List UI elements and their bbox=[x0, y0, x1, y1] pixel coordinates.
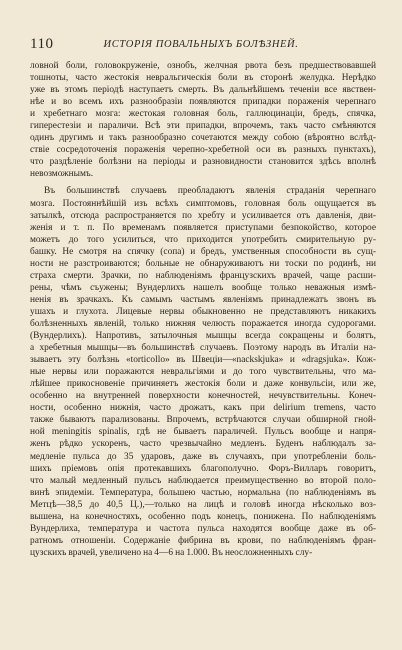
text-line: тошноты, часто жестокія невральгическія боли въ сторонѣ желудка. Нерѣдко bbox=[30, 73, 376, 84]
text-line: шихъ пріемовъ опія протекавшихъ благополучно. Форъ-Вилларъ говоритъ, bbox=[30, 463, 376, 474]
text-line: страха смерти. Зрачки, по наблюденіямъ французскихъ врачей, чаще расши- bbox=[30, 270, 376, 281]
text-line: уже въ этомъ періодѣ наступаетъ смерть. Въ дальнѣйшемъ теченіи все явствен- bbox=[30, 85, 376, 96]
text-line: что раздѣленіе болѣзни на періоды и разновидности становится здѣсь вполнѣ bbox=[30, 157, 376, 168]
text-line: винѣ эпидеміи. Температура, большею частью, нормальна (по наблюденіямъ въ bbox=[30, 487, 376, 498]
text-line: Въ большинствѣ случаевъ преобладаютъ явленія страданія черепнаго bbox=[44, 186, 376, 197]
text-line: невозможнымъ. bbox=[30, 169, 94, 180]
text-line: рены, чѣмъ съужены; Вундерлихъ нашелъ вообще только неважныя измѣ- bbox=[30, 282, 376, 293]
text-line: вышена, на конечностяхъ, особенно подъ конецъ, понижена. По наблюденіямъ bbox=[30, 511, 376, 522]
body-text bbox=[30, 60, 376, 559]
text-line: (Вундерлихъ). Напротивъ, затылочныя мышцы всегда сокращены и болятъ, bbox=[30, 331, 376, 342]
text-line: ратномъ отношеніи. Содержаніе фибрина въ крови, по наблюденіямъ фран- bbox=[30, 535, 376, 546]
text-line: особенно на внутренней поверхности конечностей, нечувствительны. Конеч- bbox=[30, 391, 376, 402]
text-line: башку. Не смотря на спячку (сопа) и бредъ, умственныя способности въ сущ- bbox=[30, 246, 376, 257]
text-line: затылкѣ, отсюда распространяется по хребту и усиливается отъ давленія, дви- bbox=[30, 210, 376, 221]
text-line: ушахъ и глухота. Лицевые нервы обыкновенно не представляютъ никакихъ bbox=[30, 306, 376, 317]
text-line: ненія въ зрачкахъ. Къ самымъ частымъ явленіямъ принадлежатъ звонъ въ bbox=[30, 294, 376, 305]
text-line: Метцѣ—38,5 до 40,5 Ц.),—только на лицѣ и головѣ иногда нѣсколько воз- bbox=[30, 499, 376, 510]
text-line: ловной боли, головокруженіе, ознобъ, желчная рвота безъ предшествовавшей bbox=[30, 61, 376, 71]
text-line: Вундерлиха, температура и частота пульса находятся вообще даже въ об- bbox=[30, 523, 376, 534]
page-number: 110 bbox=[30, 36, 54, 52]
text-line: женъ рѣдко ускоренъ, часто чрезвычайно медленъ. Буденъ наблюдалъ за- bbox=[30, 439, 376, 450]
text-line: медленіе пульса до 35 ударовъ, даже въ случаяхъ, при употребленіи боль- bbox=[30, 451, 376, 462]
paragraph bbox=[30, 60, 376, 180]
text-line: а хребетныя мышцы—въ большинствѣ случаевъ. Поэтому народъ въ Италіи на- bbox=[30, 343, 376, 354]
page-header bbox=[30, 36, 372, 54]
text-line: ности не разстроиваются; больные не обнаруживаютъ ни тоски по родинѣ, ни bbox=[30, 258, 376, 269]
text-line: ности, особенно нижнія, часто дрожатъ, какъ при delirium tremens, часто bbox=[30, 403, 376, 414]
text-line: ные нервы или поражаются невральгіями и до того чувствительны, что ма- bbox=[30, 367, 376, 378]
text-line: болѣзненныхъ явленій, только нижняя челюсть поражается иногда судорогами. bbox=[30, 318, 376, 329]
text-line: и хребетнаго мозга: жестокая головная боль, галлюцинаціи, бредъ, спячка, bbox=[30, 109, 376, 120]
running-title: ИСТОРІЯ ПОВАЛЬНЫХЪ БОЛѢЗНЕЙ. bbox=[103, 39, 299, 50]
text-line: цузскихъ врачей, увеличено на 4—6 на 1.000. Въ неосложненныхъ слу- bbox=[30, 547, 313, 558]
text-line: что малый медленный пульсъ наблюдается преимущественно во второй поло- bbox=[30, 475, 376, 486]
text-line: нѣе и во всемъ ихъ разнообразіи появляются припадки пораженія черепнаго bbox=[30, 97, 376, 108]
text-line: зываетъ эту болѣзнь «torticollo» въ Швеціи—«nackskjuka» и «dragsjuka». Кож- bbox=[30, 355, 376, 366]
text-line: одинъ другимъ и такъ разнообразно сочетаются между собою (вѣроятно вслѣд- bbox=[30, 133, 376, 144]
text-line: можетъ до того усилиться, что приходится употребить смирительную ру- bbox=[30, 234, 376, 245]
text-line: также бываютъ парализованы. Впрочемъ, встрѣчаются случаи обширной гной- bbox=[30, 415, 376, 426]
text-line: мозга. Постояннѣйшій изъ всѣхъ симптомовъ, головная боль ощущается въ bbox=[30, 198, 376, 209]
text-line: ной meningitis spinalis, гдѣ не бываетъ параличей. Пульсъ вообще и напря- bbox=[30, 427, 376, 438]
text-line: лѣйшее прикосновеніе причиняетъ жестокія боли и даже конвульсіи, или же, bbox=[30, 379, 376, 390]
text-line: женія и т. п. По временамъ появляется приступами безпокойство, которое bbox=[30, 222, 376, 233]
text-line: ствіе сосредоточенія пораженія черепно-хребетной оси въ разныхъ пунктахъ), bbox=[30, 145, 376, 156]
paragraph bbox=[30, 185, 376, 558]
text-line: гиперестезіи и параличи. Всѣ эти припадки, впрочемъ, такъ часто смѣняются bbox=[30, 121, 376, 132]
